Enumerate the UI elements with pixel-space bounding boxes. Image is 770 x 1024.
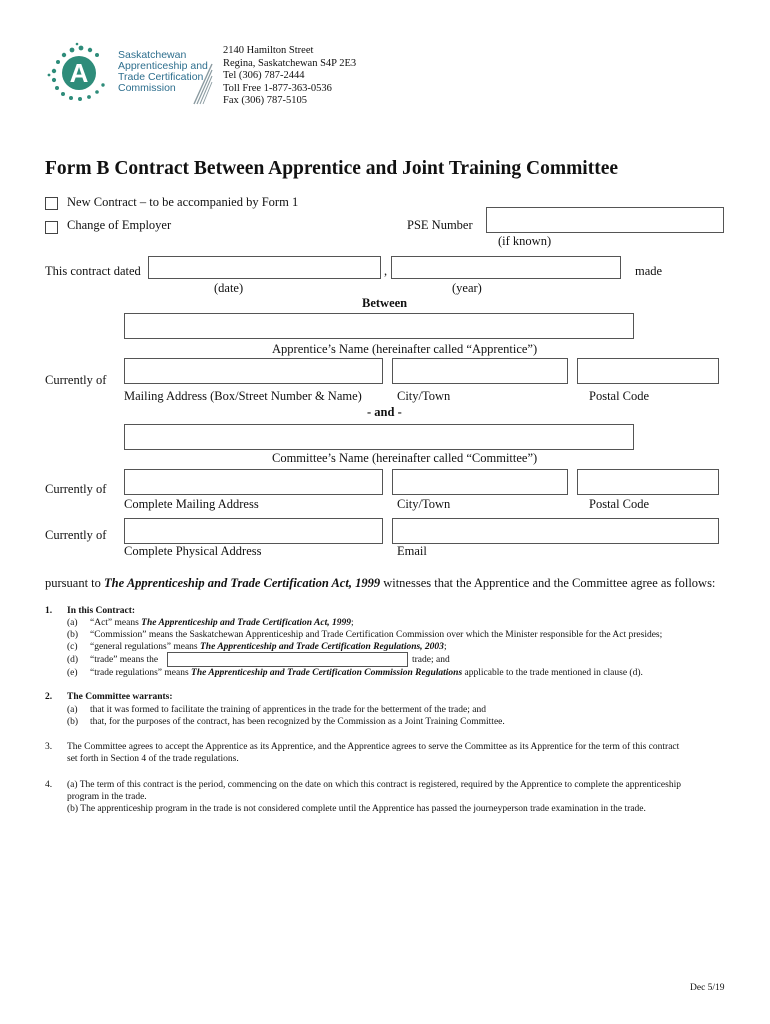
clause-emphasis: The Apprenticeship and Trade Certification Commission Regulations — [191, 668, 463, 678]
clause-2a-letter: (a) — [67, 705, 78, 715]
pursuant-pre: pursuant to — [45, 576, 105, 590]
committee-email-field[interactable] — [392, 518, 719, 544]
clause-4-line: (b) The apprenticeship program in the trade is not considered complete until the Apprentice has passed the journeyperson trade examination in the trade. — [67, 804, 646, 814]
apprentice-postal-code-field[interactable] — [577, 358, 719, 384]
clause-2-heading: The Committee warrants: — [67, 692, 173, 702]
apprentice-currently-of-label: Currently of — [45, 373, 107, 387]
clause-text: “Act” means — [90, 618, 142, 628]
clause-4-line: program in the trade. — [67, 792, 147, 802]
committee-name-field[interactable] — [124, 424, 634, 450]
revision-date: Dec 5/19 — [690, 983, 725, 993]
org-name-line: Trade Certification — [118, 71, 204, 83]
logo-swoosh-icon — [192, 62, 214, 106]
act-title: The Apprenticeship and Trade Certification Act, 1999 — [104, 576, 381, 590]
org-name-line: Apprenticeship and — [118, 60, 208, 72]
apprentice-mailing-address-field[interactable] — [124, 358, 383, 384]
committee-city-caption: City/Town — [397, 497, 451, 511]
apprentice-city-field[interactable] — [392, 358, 568, 384]
new-contract-checkbox[interactable] — [45, 197, 58, 210]
new-contract-label: New Contract – to be accompanied by Form 1 — [67, 195, 299, 209]
between-label: Between — [362, 296, 408, 310]
committee-physical-caption: Complete Physical Address — [124, 544, 262, 558]
clause-1-heading: In this Contract: — [67, 606, 136, 616]
committee-email-caption: Email — [397, 544, 427, 558]
org-name-line: Commission — [118, 82, 176, 94]
year-caption: (year) — [452, 281, 482, 295]
pse-number-field[interactable] — [486, 207, 724, 233]
clause-4-line: (a) The term of this contract is the period, commencing on the date on which this contract is registered, required by the Apprentice to complete the apprenticeship — [67, 780, 681, 790]
clause-1e-letter: (e) — [67, 668, 78, 678]
address-line: Tel (306) 787-2444 — [223, 70, 305, 81]
clause-text: ; — [350, 618, 354, 628]
committee-physical-currently-of-label: Currently of — [45, 528, 107, 542]
apprentice-postal-caption: Postal Code — [589, 389, 650, 403]
pursuant-statement — [45, 576, 715, 591]
clause-3-line: set forth in Section 4 of the trade regulations. — [67, 754, 239, 764]
clause-1a-letter: (a) — [67, 618, 78, 628]
committee-physical-address-field[interactable] — [124, 518, 383, 544]
apprentice-mailing-caption: Mailing Address (Box/Street Number & Name) — [124, 389, 362, 403]
made-label: made — [635, 264, 663, 278]
change-employer-checkbox[interactable] — [45, 221, 58, 234]
clause-1d-pre: “trade” means the — [90, 655, 159, 665]
commission-logo — [46, 42, 116, 104]
address-line: Fax (306) 787-5105 — [223, 95, 307, 106]
form-title: Form B Contract Between Apprentice and Joint Training Committee — [45, 158, 619, 179]
clause-1a-text — [90, 618, 354, 628]
pursuant-post: witnesses that the Apprentice and the Committee agree as follows: — [380, 576, 716, 590]
clause-1c-text — [90, 642, 447, 652]
and-separator: - and - — [367, 405, 402, 419]
contract-year-field[interactable] — [391, 256, 621, 279]
committee-postal-caption: Postal Code — [589, 497, 650, 511]
clause-1d-post: trade; and — [412, 655, 450, 665]
clause-text: “general regulations” means — [90, 642, 200, 652]
committee-mailing-caption: Complete Mailing Address — [124, 497, 259, 511]
clause-1b-text: “Commission” means the Saskatchewan Apprenticeship and Trade Certification Commission over which the Minister responsible for the Act presides; — [90, 630, 663, 640]
committee-postal-code-field[interactable] — [577, 469, 719, 495]
committee-city-field[interactable] — [392, 469, 568, 495]
clause-1c-letter: (c) — [67, 642, 78, 652]
clause-2b-text: that, for the purposes of the contract, has been recognized by the Commission as a Joint Training Committee. — [90, 717, 505, 727]
clause-emphasis: The Apprenticeship and Trade Certification Regulations, 2003 — [200, 642, 444, 652]
address-line: Regina, Saskatchewan S4P 2E3 — [223, 57, 357, 69]
clause-text: “trade regulations” means — [90, 668, 192, 678]
trade-name-field[interactable] — [167, 652, 408, 667]
clause-emphasis: The Apprenticeship and Trade Certification Act, 1999 — [141, 618, 351, 628]
clause-1-number: 1. — [45, 606, 53, 616]
clause-text: applicable to the trade mentioned in clause (d). — [462, 668, 643, 678]
apprentice-name-field[interactable] — [124, 313, 634, 339]
contract-dated-label: This contract dated — [45, 264, 141, 278]
address-block — [223, 45, 356, 108]
clause-3-number: 3. — [45, 742, 53, 752]
pse-number-label: PSE Number — [407, 218, 473, 232]
contract-date-field[interactable] — [148, 256, 381, 279]
change-employer-label: Change of Employer — [67, 218, 172, 232]
clause-2b-letter: (b) — [67, 717, 79, 727]
address-line: 2140 Hamilton Street — [223, 45, 314, 56]
clause-1e-text — [90, 668, 643, 678]
clause-2a-text: that it was formed to facilitate the training of apprentices in the trade for the betterment of the trade; and — [90, 705, 486, 715]
logo-mark-icon — [46, 42, 116, 104]
apprentice-name-caption: Apprentice’s Name (hereinafter called “Apprentice”) — [272, 342, 538, 356]
if-known-caption: (if known) — [498, 234, 552, 248]
clause-2-number: 2. — [45, 692, 53, 702]
clause-1d-letter: (d) — [67, 655, 79, 665]
address-line: Toll Free 1-877-363-0536 — [223, 82, 332, 94]
committee-mailing-address-field[interactable] — [124, 469, 383, 495]
date-comma: , — [384, 264, 388, 278]
clause-1b-letter: (b) — [67, 630, 79, 640]
committee-name-caption: Committee’s Name (hereinafter called “Committee”) — [272, 451, 538, 465]
committee-currently-of-label: Currently of — [45, 482, 107, 496]
org-name-line: Saskatchewan — [118, 49, 187, 61]
apprentice-city-caption: City/Town — [397, 389, 451, 403]
logo-letter: A — [69, 58, 89, 88]
clause-4-number: 4. — [45, 780, 53, 790]
clause-3-line: The Committee agrees to accept the Apprentice as its Apprentice, and the Apprentice agrees to serve the Committee as its Apprentice for the term of this contract — [67, 742, 680, 752]
date-caption: (date) — [214, 281, 244, 295]
clause-text: ; — [443, 642, 447, 652]
